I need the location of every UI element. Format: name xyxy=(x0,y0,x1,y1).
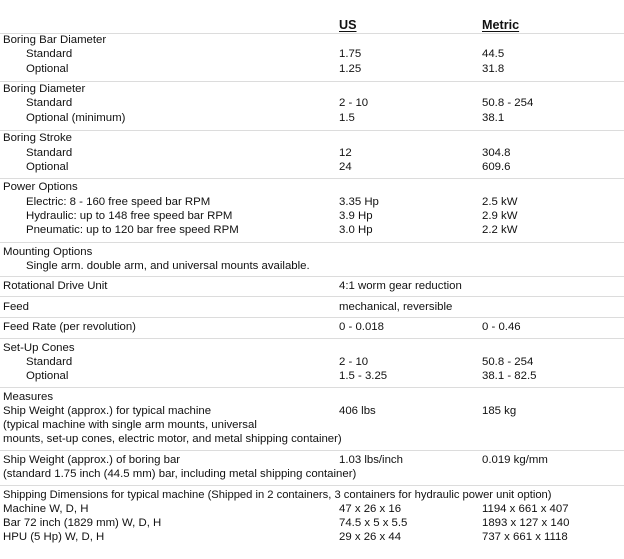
metric-value: 0 - 0.46 xyxy=(482,321,521,333)
column-header-metric: Metric xyxy=(482,18,520,32)
metric-value: 50.8 - 254 xyxy=(482,356,534,368)
group-title: Boring Stroke xyxy=(3,132,73,144)
us-value: 3.35 Hp xyxy=(339,196,379,208)
us-value: 3.0 Hp xyxy=(339,224,373,236)
us-value: 1.03 lbs/inch xyxy=(339,454,403,466)
divider xyxy=(0,338,624,339)
us-value: 1.5 - 3.25 xyxy=(339,370,388,382)
us-value: 1.5 xyxy=(339,112,355,124)
row-label: Pneumatic: up to 120 bar free speed RPM xyxy=(26,224,239,236)
divider xyxy=(0,178,624,179)
us-value: 1.25 xyxy=(339,63,362,75)
us-value: 2 - 10 xyxy=(339,356,369,368)
metric-value: 1194 x 661 x 407 xyxy=(482,503,569,515)
divider xyxy=(0,450,624,451)
metric-value: 1893 x 127 x 140 xyxy=(482,517,570,529)
row-label: Optional xyxy=(26,370,69,382)
row-label: Feed xyxy=(3,301,29,313)
metric-value: 38.1 - 82.5 xyxy=(482,370,537,382)
metric-value: 2.5 kW xyxy=(482,196,518,208)
metric-value: 304.8 xyxy=(482,147,511,159)
row-label: Standard xyxy=(26,97,73,109)
us-value: 47 x 26 x 16 xyxy=(339,503,402,515)
mounting-description: Single arm. double arm, and universal mounts available. xyxy=(26,260,310,272)
row-label: Standard xyxy=(26,48,73,60)
row-label: Rotational Drive Unit xyxy=(3,280,108,292)
row-label: Optional xyxy=(26,161,69,173)
row-note: (typical machine with single arm mounts, universal xyxy=(3,419,257,431)
metric-value: 2.2 kW xyxy=(482,224,518,236)
metric-value: 0.019 kg/mm xyxy=(482,454,548,466)
us-value: 1.75 xyxy=(339,48,362,60)
divider xyxy=(0,276,624,277)
group-title: Boring Bar Diameter xyxy=(3,34,107,46)
row-label: Standard xyxy=(26,147,73,159)
row-label: Electric: 8 - 160 free speed bar RPM xyxy=(26,196,211,208)
metric-value: 2.9 kW xyxy=(482,210,518,222)
row-label: HPU (5 Hp) W, D, H xyxy=(3,531,105,543)
divider xyxy=(0,387,624,388)
group-title: Mounting Options xyxy=(3,246,93,258)
group-title: Boring Diameter xyxy=(3,83,86,95)
row-label: Bar 72 inch (1829 mm) W, D, H xyxy=(3,517,162,529)
group-title: Shipping Dimensions for typical machine (Shipped in 2 containers, 3 containers for hydraulic power unit option) xyxy=(3,489,552,501)
us-value: 2 - 10 xyxy=(339,97,369,109)
row-label: Standard xyxy=(26,356,73,368)
us-value: 406 lbs xyxy=(339,405,376,417)
divider xyxy=(0,485,624,486)
divider xyxy=(0,81,624,82)
row-note: mounts, set-up cones, electric motor, and metal shipping container) xyxy=(3,433,342,445)
metric-value: 38.1 xyxy=(482,112,505,124)
group-title: Set-Up Cones xyxy=(3,342,75,354)
row-label: Optional (minimum) xyxy=(26,112,126,124)
row-value: 4:1 worm gear reduction xyxy=(339,280,462,292)
metric-value: 44.5 xyxy=(482,48,505,60)
group-title: Power Options xyxy=(3,181,78,193)
us-value: 12 xyxy=(339,147,352,159)
us-value: 24 xyxy=(339,161,352,173)
row-label: Hydraulic: up to 148 free speed bar RPM xyxy=(26,210,233,222)
us-value: 29 x 26 x 44 xyxy=(339,531,402,543)
divider xyxy=(0,296,624,297)
us-value: 0 - 0.018 xyxy=(339,321,384,333)
row-label: Feed Rate (per revolution) xyxy=(3,321,136,333)
metric-value: 185 kg xyxy=(482,405,517,417)
row-label: Ship Weight (approx.) for typical machine xyxy=(3,405,212,417)
divider xyxy=(0,242,624,243)
us-value: 3.9 Hp xyxy=(339,210,373,222)
column-header-us: US xyxy=(339,18,357,32)
row-value: mechanical, reversible xyxy=(339,301,453,313)
group-title: Measures xyxy=(3,391,54,403)
row-label: Machine W, D, H xyxy=(3,503,89,515)
row-label: Optional xyxy=(26,63,69,75)
divider xyxy=(0,130,624,131)
metric-value: 31.8 xyxy=(482,63,505,75)
divider xyxy=(0,317,624,318)
row-label: Ship Weight (approx.) of boring bar xyxy=(3,454,181,466)
metric-value: 50.8 - 254 xyxy=(482,97,534,109)
metric-value: 609.6 xyxy=(482,161,511,173)
metric-value: 737 x 661 x 1118 xyxy=(482,531,568,543)
us-value: 74.5 x 5 x 5.5 xyxy=(339,517,408,529)
row-note: (standard 1.75 inch (44.5 mm) bar, including metal shipping container) xyxy=(3,468,357,480)
